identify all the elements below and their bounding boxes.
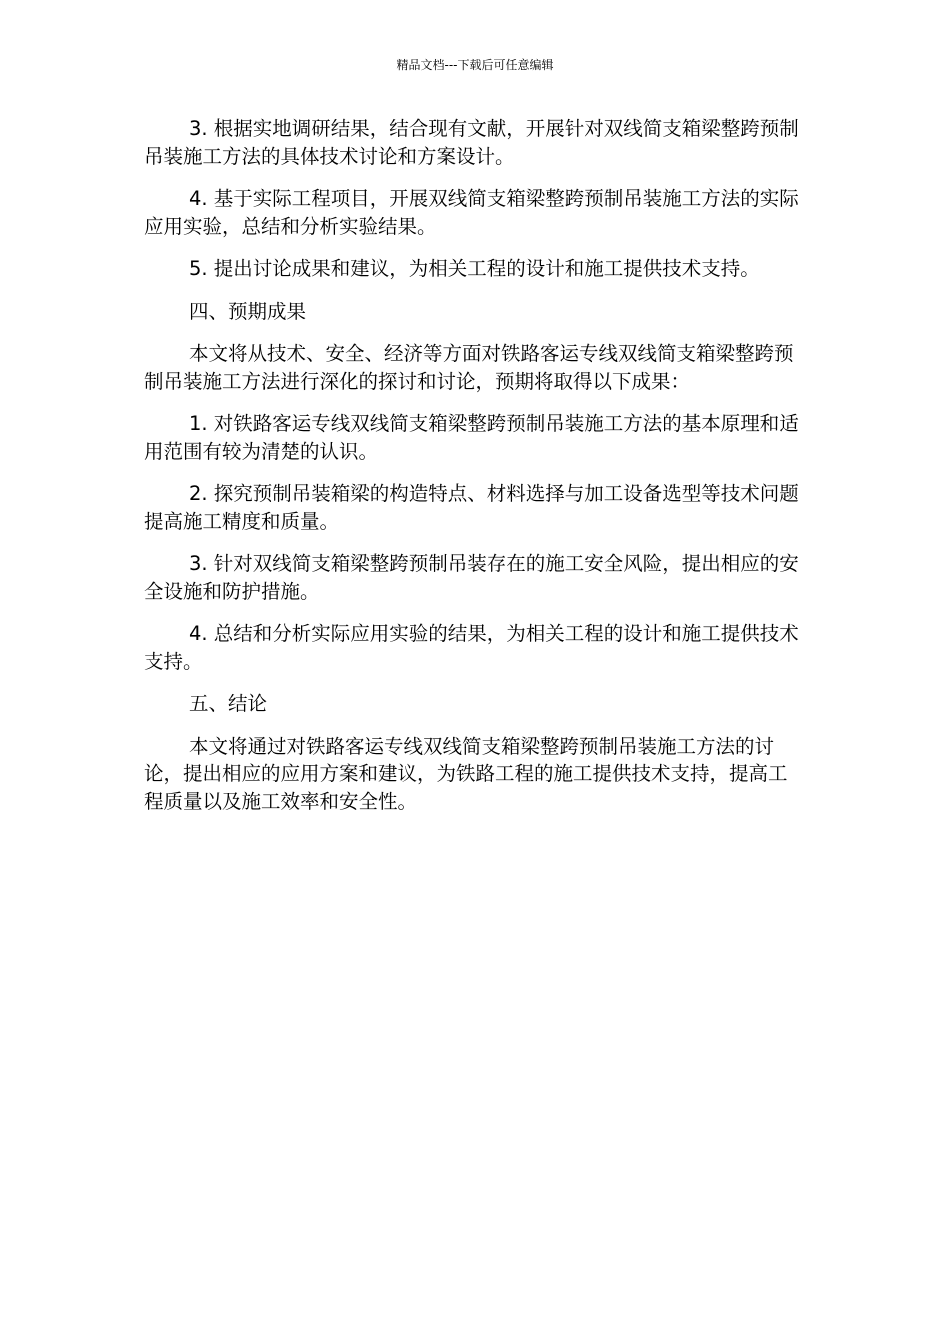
paragraph-result-1: 1. 对铁路客运专线双线简支箱梁整跨预制吊装施工方法的基本原理和适用范围有较为清楚的认识。 [144,412,799,463]
page-header: 精品文档---下载后可任意编辑 [396,58,554,72]
document-body [144,115,800,830]
section-heading-expected-results: 四、预期成果 [189,299,307,323]
paragraph-item-5: 5. 提出讨论成果和建议，为相关工程的设计和施工提供技术支持。 [189,257,760,280]
section-heading-conclusion: 五、结论 [189,692,268,715]
paragraph-item-4: 4. 基于实际工程项目，开展双线简支箱梁整跨预制吊装施工方法的实际应用实验，总结和分析实验结果。 [144,187,799,238]
paragraph-expected-intro: 本文将从技术、安全、经济等方面对铁路客运专线双线简支箱梁整跨预制吊装施工方法进行深化的探讨和讨论，预期将取得以下成果： [144,342,794,393]
paragraph-result-3: 3. 针对双线简支箱梁整跨预制吊装存在的施工安全风险，提出相应的安全设施和防护措施。 [144,552,799,603]
paragraph-result-2: 2. 探究预制吊装箱梁的构造特点、材料选择与加工设备选型等技术问题提高施工精度和质量。 [144,482,799,533]
paragraph-result-4: 4. 总结和分析实际应用实验的结果，为相关工程的设计和施工提供技术支持。 [144,622,799,673]
paragraph-conclusion: 本文将通过对铁路客运专线双线简支箱梁整跨预制吊装施工方法的讨论，提出相应的应用方案和建议，为铁路工程的施工提供技术支持，提高工程质量以及施工效率和安全性。 [144,734,788,813]
paragraph-item-3: 3. 根据实地调研结果，结合现有文献，开展针对双线简支箱梁整跨预制吊装施工方法的具体技术讨论和方案设计。 [144,117,799,168]
